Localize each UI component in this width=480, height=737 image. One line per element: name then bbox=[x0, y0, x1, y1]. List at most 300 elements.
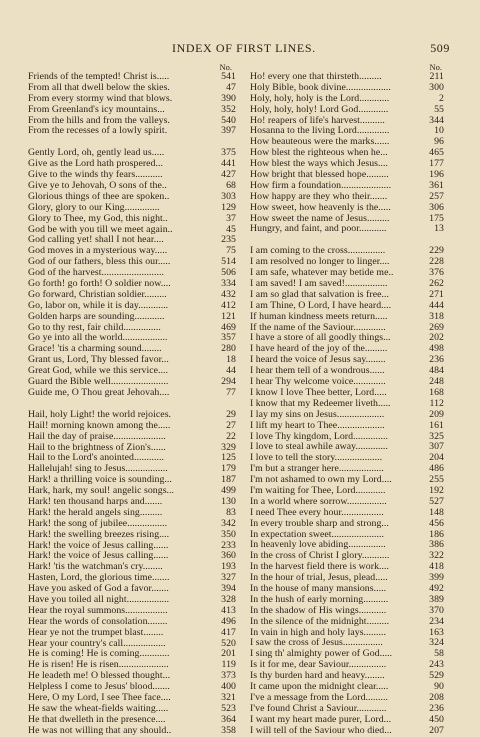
hymn-number: 469 bbox=[221, 321, 236, 333]
hymn-number: 523 bbox=[221, 702, 236, 714]
index-entry bbox=[250, 257, 444, 268]
hymn-number: 204 bbox=[429, 452, 444, 464]
first-line-text: Give ye to Jehovah, O sons of the.. bbox=[28, 181, 167, 192]
index-entry bbox=[250, 519, 444, 530]
page-number: 509 bbox=[430, 41, 450, 55]
first-line-text: Hasten, Lord, the glorious time....... bbox=[28, 573, 170, 584]
hymn-number: 90 bbox=[434, 680, 444, 692]
index-entry bbox=[250, 224, 444, 235]
hymn-number: 83 bbox=[226, 506, 236, 518]
hymn-number: 397 bbox=[221, 125, 236, 137]
hymn-number: 27 bbox=[226, 419, 236, 431]
hymn-number: 386 bbox=[429, 539, 444, 551]
hymn-number: 325 bbox=[429, 430, 444, 442]
index-entry bbox=[28, 333, 236, 344]
first-line-text: He saw the wheat-fields waiting..... bbox=[28, 703, 169, 714]
first-line-text: I will tell of the Saviour who died... bbox=[250, 725, 392, 736]
hymn-number: 399 bbox=[429, 572, 444, 584]
index-entry bbox=[250, 126, 444, 137]
index-entry bbox=[28, 214, 236, 225]
hymn-number: 350 bbox=[221, 528, 236, 540]
first-line-text: Have you asked of God a favor....... bbox=[28, 584, 169, 595]
hymn-number: 324 bbox=[429, 637, 444, 649]
first-line-text: I hear Thy welcome voice............. bbox=[250, 377, 386, 388]
hymn-number: 294 bbox=[221, 376, 236, 388]
index-entry bbox=[250, 475, 444, 486]
index-entry bbox=[250, 617, 444, 628]
first-line-text: He was not willing that any should.. bbox=[28, 725, 172, 736]
first-line-text: Go forth! go forth! O soldier now.... bbox=[28, 279, 171, 290]
hymn-number: 441 bbox=[221, 158, 236, 170]
index-entry bbox=[28, 628, 236, 639]
first-line-text: In a world where sorrow................ bbox=[250, 496, 387, 507]
hymn-number: 389 bbox=[429, 593, 444, 605]
first-line-text: Hear the words of consolation........ bbox=[28, 616, 168, 627]
first-line-text: Glory to Thee, my God, this night.. bbox=[28, 213, 168, 224]
hymn-number: 77 bbox=[226, 386, 236, 398]
index-entry bbox=[28, 235, 236, 246]
first-line-text: I'm waiting for Thee, Lord............ bbox=[250, 485, 386, 496]
first-line-text: How blest the ways which Jesus.... bbox=[250, 159, 389, 170]
hymn-number: 496 bbox=[221, 615, 236, 627]
hymn-number: 37 bbox=[226, 212, 236, 224]
hymn-number: 417 bbox=[221, 626, 236, 638]
index-entry bbox=[250, 442, 444, 453]
first-line-text: How sweet the name of Jesus......... bbox=[250, 213, 390, 224]
first-line-text: I know I love Thee better, Lord..... bbox=[250, 387, 387, 398]
right-column bbox=[250, 63, 444, 736]
index-entry bbox=[28, 126, 236, 137]
index-entry bbox=[250, 377, 444, 388]
index-entry bbox=[28, 486, 236, 497]
hymn-number: 22 bbox=[226, 430, 236, 442]
first-line-text: I am safe, whatever may betide me.. bbox=[250, 268, 394, 279]
index-entry bbox=[250, 301, 444, 312]
hymn-number: 527 bbox=[429, 495, 444, 507]
hymn-number: 10 bbox=[434, 125, 444, 137]
hymn-number: 498 bbox=[429, 343, 444, 355]
hymn-number: 280 bbox=[221, 343, 236, 355]
hymn-number: 358 bbox=[221, 724, 236, 736]
index-entry bbox=[250, 388, 444, 399]
hymn-number: 520 bbox=[221, 637, 236, 649]
hymn-number: 208 bbox=[429, 691, 444, 703]
first-line-text: Hark! the herald angels sing......... bbox=[28, 507, 163, 518]
first-line-text: I am so glad that salvation is free... bbox=[250, 289, 390, 300]
hymn-number: 236 bbox=[429, 702, 444, 714]
first-line-text: I have heard of the joy of the......... bbox=[250, 344, 388, 355]
first-line-text: Is thy burden hard and heavy........ bbox=[250, 671, 385, 682]
index-entry bbox=[250, 704, 444, 715]
hymn-number: 96 bbox=[434, 136, 444, 148]
index-entry bbox=[28, 116, 236, 127]
first-line-text: I've a message from the Lord......... bbox=[250, 692, 389, 703]
index-entry bbox=[28, 726, 236, 737]
hymn-number: 444 bbox=[429, 299, 444, 311]
index-entry bbox=[28, 715, 236, 726]
first-line-text: I know that my Redeemer liveth..... bbox=[250, 398, 391, 409]
index-entry bbox=[250, 606, 444, 617]
index-entry bbox=[250, 410, 444, 421]
first-line-text: In the silence of the midnight......... bbox=[250, 616, 390, 627]
hymn-number: 334 bbox=[221, 278, 236, 290]
index-entry bbox=[250, 628, 444, 639]
index-entry bbox=[28, 617, 236, 628]
index-entry bbox=[250, 551, 444, 562]
index-entry bbox=[250, 214, 444, 225]
hymn-number: 130 bbox=[221, 495, 236, 507]
first-line-text: Go to thy rest, fair child............... bbox=[28, 322, 161, 333]
index-entry bbox=[250, 671, 444, 682]
hymn-number: 427 bbox=[221, 169, 236, 181]
index-entry bbox=[250, 181, 444, 192]
index-entry bbox=[28, 584, 236, 595]
first-line-text: Hear ye not the trumpet blast........ bbox=[28, 627, 164, 638]
first-line-text: From the hills and from the valleys. bbox=[28, 115, 170, 126]
hymn-number: 125 bbox=[221, 452, 236, 464]
hymn-number: 55 bbox=[434, 103, 444, 115]
index-entry bbox=[250, 148, 444, 159]
index-entry bbox=[28, 562, 236, 573]
index-entry bbox=[250, 649, 444, 660]
index-entry bbox=[28, 192, 236, 203]
first-line-text: How happy are they who their....... bbox=[250, 191, 388, 202]
index-entry bbox=[28, 541, 236, 552]
first-line-text: In the house of many mansions..... bbox=[250, 583, 387, 594]
index-entry bbox=[250, 105, 444, 116]
first-line-text: I love to tell the story................... bbox=[250, 453, 383, 464]
hymn-number: 18 bbox=[226, 354, 236, 366]
hymn-number: 168 bbox=[429, 386, 444, 398]
hymn-number: 196 bbox=[429, 169, 444, 181]
hymn-number: 342 bbox=[221, 517, 236, 529]
first-line-text: Glory, glory to our King.............. bbox=[28, 202, 160, 213]
index-entry bbox=[28, 606, 236, 617]
first-line-text: If the name of the Saviour............. bbox=[250, 322, 386, 333]
first-line-text: From the recesses of a lowly spirit. bbox=[28, 126, 168, 137]
first-line-text: Here, O my Lord, I see Thee face.... bbox=[28, 692, 171, 703]
index-entry bbox=[28, 432, 236, 443]
hymn-number: 47 bbox=[226, 81, 236, 93]
hymn-number: 360 bbox=[221, 550, 236, 562]
index-entry bbox=[28, 323, 236, 334]
first-line-text: I am resolved no longer to linger.... bbox=[250, 257, 390, 268]
index-entry bbox=[28, 181, 236, 192]
group-spacer bbox=[28, 399, 236, 410]
index-entry bbox=[28, 475, 236, 486]
hymn-number: 303 bbox=[221, 190, 236, 202]
first-line-text: I'm but a stranger here.................. bbox=[250, 464, 384, 475]
hymn-number: 255 bbox=[429, 474, 444, 486]
first-line-text: Have you toiled all night................. bbox=[28, 594, 170, 605]
hymn-number: 541 bbox=[221, 71, 236, 82]
hymn-number: 271 bbox=[429, 288, 444, 300]
index-entry bbox=[250, 355, 444, 366]
index-entry bbox=[250, 290, 444, 301]
hymn-number: 177 bbox=[429, 158, 444, 170]
hymn-number: 370 bbox=[429, 604, 444, 616]
index-entry bbox=[28, 693, 236, 704]
hymn-number: 364 bbox=[221, 713, 236, 725]
first-line-text: In every trouble sharp and strong... bbox=[250, 518, 389, 529]
index-entry bbox=[250, 399, 444, 410]
hymn-number: 201 bbox=[221, 648, 236, 660]
hymn-number: 233 bbox=[221, 539, 236, 551]
hymn-number: 540 bbox=[221, 114, 236, 126]
index-entry bbox=[250, 203, 444, 214]
first-line-text: In the shadow of His wings........... bbox=[250, 605, 387, 616]
first-line-text: From Greenland's icy mountains... bbox=[28, 104, 165, 115]
hymn-number: 456 bbox=[429, 517, 444, 529]
index-entry bbox=[250, 268, 444, 279]
index-entry bbox=[28, 312, 236, 323]
index-entry bbox=[28, 497, 236, 508]
index-entry bbox=[250, 726, 444, 737]
index-entry bbox=[28, 257, 236, 268]
first-line-text: In the cross of Christ I glory........... bbox=[250, 551, 390, 562]
hymn-number: 357 bbox=[221, 332, 236, 344]
first-line-text: Go, labor on, while it is day............ bbox=[28, 300, 169, 311]
first-line-text: Hark! the voice of Jesus calling...... bbox=[28, 551, 169, 562]
first-line-text: I want my heart made purer, Lord... bbox=[250, 714, 392, 725]
first-line-text: Hallelujah! sing to Jesus................. bbox=[28, 464, 168, 475]
hymn-number: 529 bbox=[429, 670, 444, 682]
page-header bbox=[0, 41, 480, 57]
index-entry bbox=[250, 660, 444, 671]
first-line-text: If human kindness meets return..... bbox=[250, 311, 388, 322]
index-entry bbox=[250, 497, 444, 508]
first-line-text: Glorious things of thee are spoken.. bbox=[28, 191, 170, 202]
hymn-number: 327 bbox=[221, 572, 236, 584]
hymn-number: 465 bbox=[429, 147, 444, 159]
hymn-number: 58 bbox=[434, 648, 444, 660]
hymn-number: 344 bbox=[429, 114, 444, 126]
index-entry bbox=[28, 355, 236, 366]
hymn-number: 163 bbox=[429, 626, 444, 638]
index-entry bbox=[250, 715, 444, 726]
index-entry bbox=[28, 83, 236, 94]
first-line-text: Hark! 'tis the watchman's cry........ bbox=[28, 562, 163, 573]
index-entry bbox=[250, 366, 444, 377]
index-entry bbox=[28, 443, 236, 454]
first-line-text: Give as the Lord hath prospered... bbox=[28, 159, 164, 170]
first-line-text: Guard the Bible well....................... bbox=[28, 377, 169, 388]
hymn-number: 300 bbox=[429, 81, 444, 93]
index-entry bbox=[28, 203, 236, 214]
first-line-text: Gently Lord, oh, gently lead us..... bbox=[28, 148, 165, 159]
index-entry bbox=[250, 464, 444, 475]
index-entry bbox=[250, 693, 444, 704]
hymn-number: 129 bbox=[221, 201, 236, 213]
index-entry bbox=[250, 540, 444, 551]
first-line-text: Hungry, and faint, and poor........... bbox=[250, 224, 387, 235]
hymn-number: 322 bbox=[429, 550, 444, 562]
index-entry bbox=[28, 72, 236, 83]
hymn-number: 112 bbox=[429, 397, 444, 409]
hymn-number: 413 bbox=[221, 604, 236, 616]
first-line-text: I lay my sins on Jesus................... bbox=[250, 409, 385, 420]
first-line-text: Hark! a thrilling voice is sounding... bbox=[28, 475, 172, 486]
first-line-text: I've found Christ a Saviour............ bbox=[250, 703, 387, 714]
index-entry bbox=[28, 246, 236, 257]
index-entry bbox=[250, 638, 444, 649]
index-entry bbox=[28, 279, 236, 290]
hymn-number: 321 bbox=[221, 691, 236, 703]
first-line-text: God moves in a mysterious way..... bbox=[28, 246, 168, 257]
index-entry bbox=[28, 704, 236, 715]
hymn-number: 175 bbox=[429, 212, 444, 224]
hymn-number: 418 bbox=[429, 561, 444, 573]
index-entry bbox=[250, 323, 444, 334]
hymn-number: 179 bbox=[221, 463, 236, 475]
hymn-number: 390 bbox=[221, 92, 236, 104]
index-entry bbox=[28, 639, 236, 650]
first-line-text: I need Thee every hour................. bbox=[250, 507, 384, 518]
hymn-number: 13 bbox=[434, 223, 444, 235]
index-entry bbox=[28, 660, 236, 671]
index-entry bbox=[250, 530, 444, 541]
first-line-text: Hark! the voice of Jesus calling...... bbox=[28, 540, 169, 551]
hymn-number: 373 bbox=[221, 670, 236, 682]
first-line-text: Go ye into all the world.................. bbox=[28, 333, 168, 344]
hymn-number: 186 bbox=[429, 528, 444, 540]
hymn-number: 228 bbox=[429, 256, 444, 268]
first-line-text: Holy Bible, book divine.................. bbox=[250, 82, 391, 93]
first-line-text: Hark! ten thousand harps and....... bbox=[28, 496, 163, 507]
index-entry bbox=[28, 377, 236, 388]
first-line-text: How bright that blessed hope......... bbox=[250, 170, 389, 181]
first-line-text: I am coming to the cross............... bbox=[250, 246, 386, 257]
first-line-text: It came upon the midnight clear..... bbox=[250, 681, 389, 692]
hymn-number: 235 bbox=[221, 234, 236, 246]
hymn-number: 492 bbox=[429, 582, 444, 594]
first-line-text: Hark! the swelling breezes rising.... bbox=[28, 529, 170, 540]
first-line-text: Grant us, Lord, Thy blessed favor... bbox=[28, 355, 169, 366]
first-line-text: In heavenly love abiding............... bbox=[250, 540, 386, 551]
first-line-text: He that dwelleth in the presence.... bbox=[28, 714, 166, 725]
hymn-number: 229 bbox=[429, 245, 444, 257]
hymn-number: 514 bbox=[221, 256, 236, 268]
hymn-number: 211 bbox=[429, 71, 444, 82]
first-line-text: He is coming! He is coming............ bbox=[28, 649, 170, 660]
first-line-text: I hear them tell of a wondrous...... bbox=[250, 366, 385, 377]
first-line-text: Ho! every one that thirsteth......... bbox=[250, 72, 382, 82]
index-entry bbox=[250, 159, 444, 170]
index-entry bbox=[250, 116, 444, 127]
first-line-text: Hark! the song of jubilee................ bbox=[28, 518, 168, 529]
index-entry bbox=[250, 584, 444, 595]
page-title: INDEX OF FIRST LINES. bbox=[172, 41, 316, 55]
index-entry bbox=[28, 268, 236, 279]
first-line-text: Hark, hark, my soul! angelic songs... bbox=[28, 486, 175, 497]
number-column-heading: No. bbox=[219, 62, 232, 72]
hymn-number: 412 bbox=[221, 299, 236, 311]
index-entry bbox=[250, 312, 444, 323]
first-line-text: God of our fathers, bless this our..... bbox=[28, 257, 171, 268]
first-line-text: Ho! reapers of life's harvest.......... bbox=[250, 115, 385, 126]
hymn-number: 376 bbox=[429, 267, 444, 279]
index-entry bbox=[28, 671, 236, 682]
first-line-text: How beauteous were the marks...... bbox=[250, 137, 390, 148]
index-entry bbox=[250, 595, 444, 606]
index-entry bbox=[28, 595, 236, 606]
hymn-number: 243 bbox=[429, 659, 444, 671]
first-line-text: I saw the cross of Jesus................ bbox=[250, 638, 383, 649]
first-line-text: In the harvest field there is work.... bbox=[250, 562, 390, 573]
first-line-text: I am saved! I am saved!................. bbox=[250, 279, 388, 290]
first-line-text: Holy, holy, holy is the Lord............ bbox=[250, 93, 390, 104]
index-entry bbox=[250, 508, 444, 519]
first-line-text: Great God, while we this service.... bbox=[28, 366, 169, 377]
first-line-text: Golden harps are sounding............ bbox=[28, 311, 165, 322]
index-entry bbox=[250, 562, 444, 573]
hymn-number: 361 bbox=[429, 179, 444, 191]
hymn-number: 148 bbox=[429, 506, 444, 518]
index-entry bbox=[250, 83, 444, 94]
index-entry bbox=[250, 94, 444, 105]
index-entry bbox=[28, 649, 236, 660]
hymn-number: 45 bbox=[226, 223, 236, 235]
first-line-text: God be with you till we meet again.. bbox=[28, 224, 173, 235]
hymn-number: 257 bbox=[429, 190, 444, 202]
first-line-text: Hail, holy Light! the world rejoices. bbox=[28, 409, 172, 420]
hymn-number: 394 bbox=[221, 583, 236, 595]
hymn-number: 400 bbox=[221, 681, 236, 693]
hymn-number: 187 bbox=[221, 474, 236, 486]
index-entry bbox=[28, 551, 236, 562]
hymn-number: 329 bbox=[221, 441, 236, 453]
index-entry bbox=[250, 333, 444, 344]
first-line-text: In the hour of trial, Jesus, plead..... bbox=[250, 573, 388, 584]
first-line-text: Hear the royal summons................. bbox=[28, 605, 168, 616]
first-line-text: Is it for me, dear Saviour............... bbox=[250, 660, 387, 671]
index-entry bbox=[28, 94, 236, 105]
hymn-number: 75 bbox=[226, 245, 236, 257]
first-line-text: He is risen! He is risen.................... bbox=[28, 660, 169, 671]
index-entry bbox=[250, 192, 444, 203]
first-line-text: Give to the winds thy fears........... bbox=[28, 170, 163, 181]
index-entry bbox=[250, 573, 444, 584]
index-entry bbox=[28, 148, 236, 159]
first-line-text: I'm not ashamed to own my Lord.... bbox=[250, 475, 392, 486]
hymn-number: 192 bbox=[429, 484, 444, 496]
hymn-number: 2 bbox=[439, 92, 444, 104]
first-line-text: Holy, holy, holy! Lord God............ bbox=[250, 104, 389, 115]
hymn-number: 484 bbox=[429, 365, 444, 377]
first-line-text: God calling yet! shall I not hear.... bbox=[28, 235, 164, 246]
first-line-text: Go forward, Christian soldier......... bbox=[28, 289, 167, 300]
first-line-text: Hear your country's call................. bbox=[28, 638, 166, 649]
first-line-text: Hail to the Lord's anointed............ bbox=[28, 453, 164, 464]
hymn-number: 352 bbox=[221, 103, 236, 115]
hymn-number: 234 bbox=[429, 615, 444, 627]
index-entry bbox=[28, 421, 236, 432]
hymn-number: 375 bbox=[221, 147, 236, 159]
hymn-number: 499 bbox=[221, 485, 236, 497]
hymn-number: 161 bbox=[429, 419, 444, 431]
first-line-text: He leadeth me! O blessed thought... bbox=[28, 671, 171, 682]
first-line-text: Guide me, O Thou great Jehovah.... bbox=[28, 387, 170, 398]
hymn-number: 44 bbox=[226, 365, 236, 377]
index-entry bbox=[28, 344, 236, 355]
index-entry bbox=[28, 159, 236, 170]
index-entry bbox=[250, 279, 444, 290]
index-entry bbox=[250, 246, 444, 257]
index-entry bbox=[28, 530, 236, 541]
index-entry bbox=[28, 453, 236, 464]
first-line-text: In the hush of early morning.......... bbox=[250, 594, 389, 605]
first-line-text: Hail the day of praise..................... bbox=[28, 431, 166, 442]
